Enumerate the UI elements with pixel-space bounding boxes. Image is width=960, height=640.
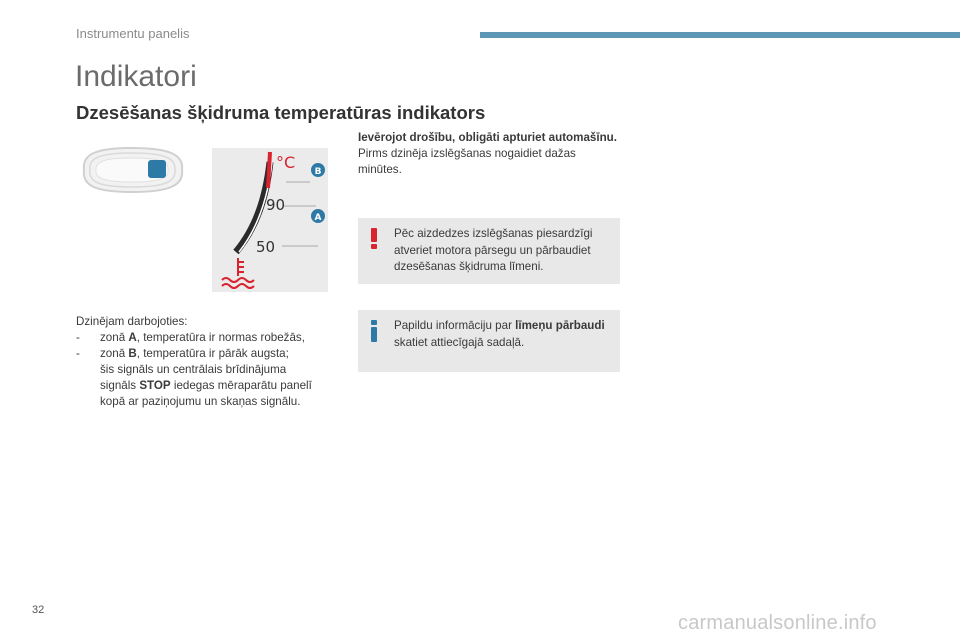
list-item: - zonā B, temperatūra ir pārāk augsta; šis signāls un centrālais brīdinājuma signāls STOP iedegas mēraparātu panelī kopā ar paziņojumu un skaņas signālu.	[76, 347, 312, 408]
safety-text	[358, 130, 620, 178]
zone-a-label: A	[314, 213, 322, 223]
zone-list	[76, 330, 346, 410]
exclamation-icon	[368, 228, 380, 250]
safety-bold: Ievērojot drošību, obligāti apturiet automašīnu.	[358, 131, 617, 144]
safety-detail: Pirms dzinēja izslēgšanas nogaidiet dažas minūtes.	[358, 147, 576, 176]
page-number: 32	[32, 604, 45, 616]
watermark: carmanualsonline.info	[678, 612, 877, 634]
highlighted-gauge-area	[148, 160, 166, 178]
gauge-mark-high: 90	[266, 196, 286, 214]
list-item: - zonā A, temperatūra ir normas robežās,	[76, 331, 305, 344]
body-intro: Dzinējam darbojoties:	[76, 315, 188, 328]
gauge-mark-low: 50	[256, 238, 276, 256]
page-title: Indikatori	[75, 60, 197, 93]
gauge-unit-label: °C	[276, 153, 296, 172]
warning-notice-text: Pēc aizdedzes izslēgšanas piesardzīgi atveriet motora pārsegu un pārbaudiet dzesēšanas šķidruma līmeni.	[394, 227, 593, 273]
warning-notice	[358, 218, 620, 284]
body-text	[76, 314, 346, 410]
section-title: Dzesēšanas šķidruma temperatūras indikators	[76, 102, 486, 123]
coolant-gauge-illustration	[212, 148, 328, 292]
info-notice	[358, 310, 620, 372]
red-zone-mark	[268, 152, 270, 188]
header-accent-bar	[480, 32, 960, 38]
zone-b-label: B	[314, 167, 322, 177]
header-section-name: Instrumentu panelis	[76, 26, 190, 41]
console-illustration	[76, 140, 188, 198]
info-icon	[368, 320, 380, 342]
info-notice-text: Papildu informāciju par līmeņu pārbaudi skatiet attiecīgajā sadaļā.	[394, 319, 605, 349]
